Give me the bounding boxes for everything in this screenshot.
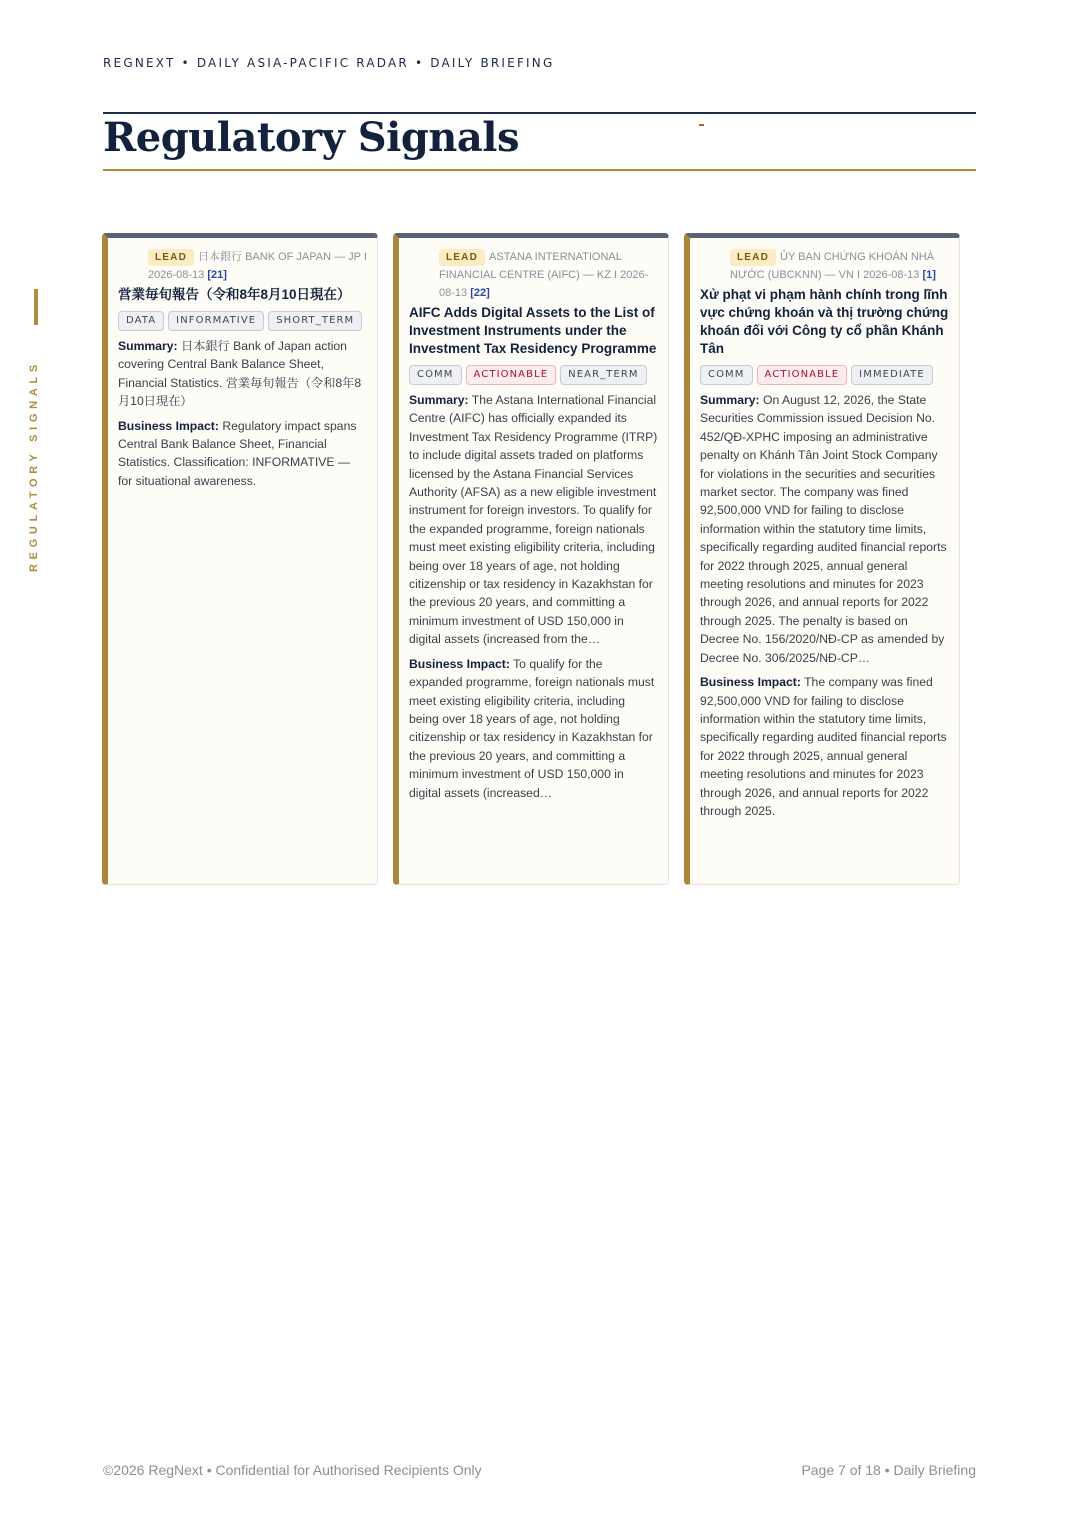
signal-card bbox=[684, 233, 960, 885]
card-title: AIFC Adds Digital Assets to the List of Investment Instruments under the Investment Tax Residency Programme bbox=[409, 305, 657, 356]
card-source: 日本銀行 BANK OF JAPAN — JP I 2026-08-13 bbox=[148, 251, 367, 281]
header-eyebrow: REGNEXT • DAILY ASIA-PACIFIC RADAR • DAILY BRIEFING bbox=[103, 56, 555, 70]
tag: COMM bbox=[409, 365, 462, 385]
card-impact: Business Impact: Regulatory impact spans Central Bank Balance Sheet, Financial Statistics. Classification: INFORMATIVE — for situational awareness. bbox=[118, 418, 357, 488]
card-meta bbox=[700, 248, 949, 284]
footer-copyright: ©2026 RegNext • Confidential for Authorised Recipients Only bbox=[103, 1462, 482, 1478]
reference-link[interactable]: [1] bbox=[922, 269, 936, 281]
tag: IMMEDIATE bbox=[851, 365, 933, 385]
tag-list bbox=[700, 362, 949, 385]
side-accent-bar bbox=[34, 289, 38, 325]
title-accent-dash bbox=[699, 124, 704, 126]
tag-list bbox=[118, 308, 367, 331]
lead-badge: LEAD bbox=[730, 249, 776, 266]
lead-badge: LEAD bbox=[148, 249, 194, 266]
card-title: 営業毎旬報告（令和8年8月10日現在） bbox=[118, 287, 351, 302]
page-title: Regulatory Signals bbox=[103, 114, 520, 161]
signal-card bbox=[102, 233, 378, 885]
tag-actionable: ACTIONABLE bbox=[466, 365, 557, 385]
footer-page-number: Page 7 of 18 • Daily Briefing bbox=[801, 1462, 976, 1478]
title-rule-bottom bbox=[103, 169, 976, 171]
tag: NEAR_TERM bbox=[560, 365, 647, 385]
card-source: ỦY BAN CHỨNG KHOÁN NHÀ NƯỚC (UBCKNN) — VN I 2026-08-13 bbox=[730, 251, 935, 281]
side-label: REGULATORY SIGNALS bbox=[28, 360, 40, 572]
reference-link[interactable]: [21] bbox=[207, 269, 227, 281]
card-summary: Summary: On August 12, 2026, the State Securities Commission issued Decision No. 452/QĐ-XPHC imposing an administrative penalty on Khánh Tân Joint Stock Company for violations in the securities and securities market sector. The company was fined 92,500,000 VND for failing to disclose information within the statutory time limits, specifically regarding audited financial reports for 2022 through 2025, annual general meeting resolutions and minutes for 2023 through 2026, and annual reports for 2022 through 2025. The penalty is based on Decree No. 156/2020/NĐ-CP as amended by Decree No. 306/2025/NĐ-CP… bbox=[700, 393, 947, 665]
card-meta bbox=[409, 248, 658, 302]
tag: SHORT_TERM bbox=[268, 311, 362, 331]
tag: COMM bbox=[700, 365, 753, 385]
card-source: ASTANA INTERNATIONAL FINANCIAL CENTRE (AIFC) — KZ I 2026-08-13 bbox=[439, 251, 649, 299]
card-impact: Business Impact: The company was fined 92,500,000 VND for failing to disclose information within the statutory time limits, specifically regarding audited financial reports for 2022 through 2025, annual general meeting resolutions and minutes for 2023 through 2026, and annual reports for 2022 through 2025. bbox=[700, 675, 947, 818]
tag-actionable: ACTIONABLE bbox=[757, 365, 848, 385]
card-summary: Summary: The Astana International Financial Centre (AIFC) has officially expanded its Investment Tax Residency Programme (ITRP) to include digital assets traded on platforms licensed by the Astana Financial Services Authority (AFSA) as a new eligible investment instrument for foreign investors. To qualify for the expanded programme, foreign nationals must meet existing eligibility criteria, including being over 18 years of age, not holding citizenship or tax residency in Kazakhstan for the previous 20 years, and committing a minimum investment of USD 150,000 in digital assets (increased from the… bbox=[409, 393, 658, 647]
signal-card bbox=[393, 233, 669, 885]
reference-link[interactable]: [22] bbox=[470, 287, 490, 299]
card-summary: Summary: 日本銀行 Bank of Japan action covering Central Bank Balance Sheet, Financial Statistics. 営業毎旬報告（令和8年8月10日現在） bbox=[118, 339, 362, 409]
card-title: Xử phạt vi phạm hành chính trong lĩnh vực chứng khoán và thị trường chứng khoán đối với Công ty cổ phần Khánh Tân bbox=[700, 287, 949, 356]
tag: INFORMATIVE bbox=[168, 311, 264, 331]
tag: DATA bbox=[118, 311, 164, 331]
tag-list bbox=[409, 362, 658, 385]
card-meta bbox=[118, 248, 367, 284]
card-impact: Business Impact: To qualify for the expanded programme, foreign nationals must meet existing eligibility criteria, including being over 18 years of age, not holding citizenship or tax residency in Kazakhstan for the previous 20 years, and committing a minimum investment of USD 150,000 in digital assets (increased… bbox=[409, 656, 655, 800]
lead-badge: LEAD bbox=[439, 249, 485, 266]
